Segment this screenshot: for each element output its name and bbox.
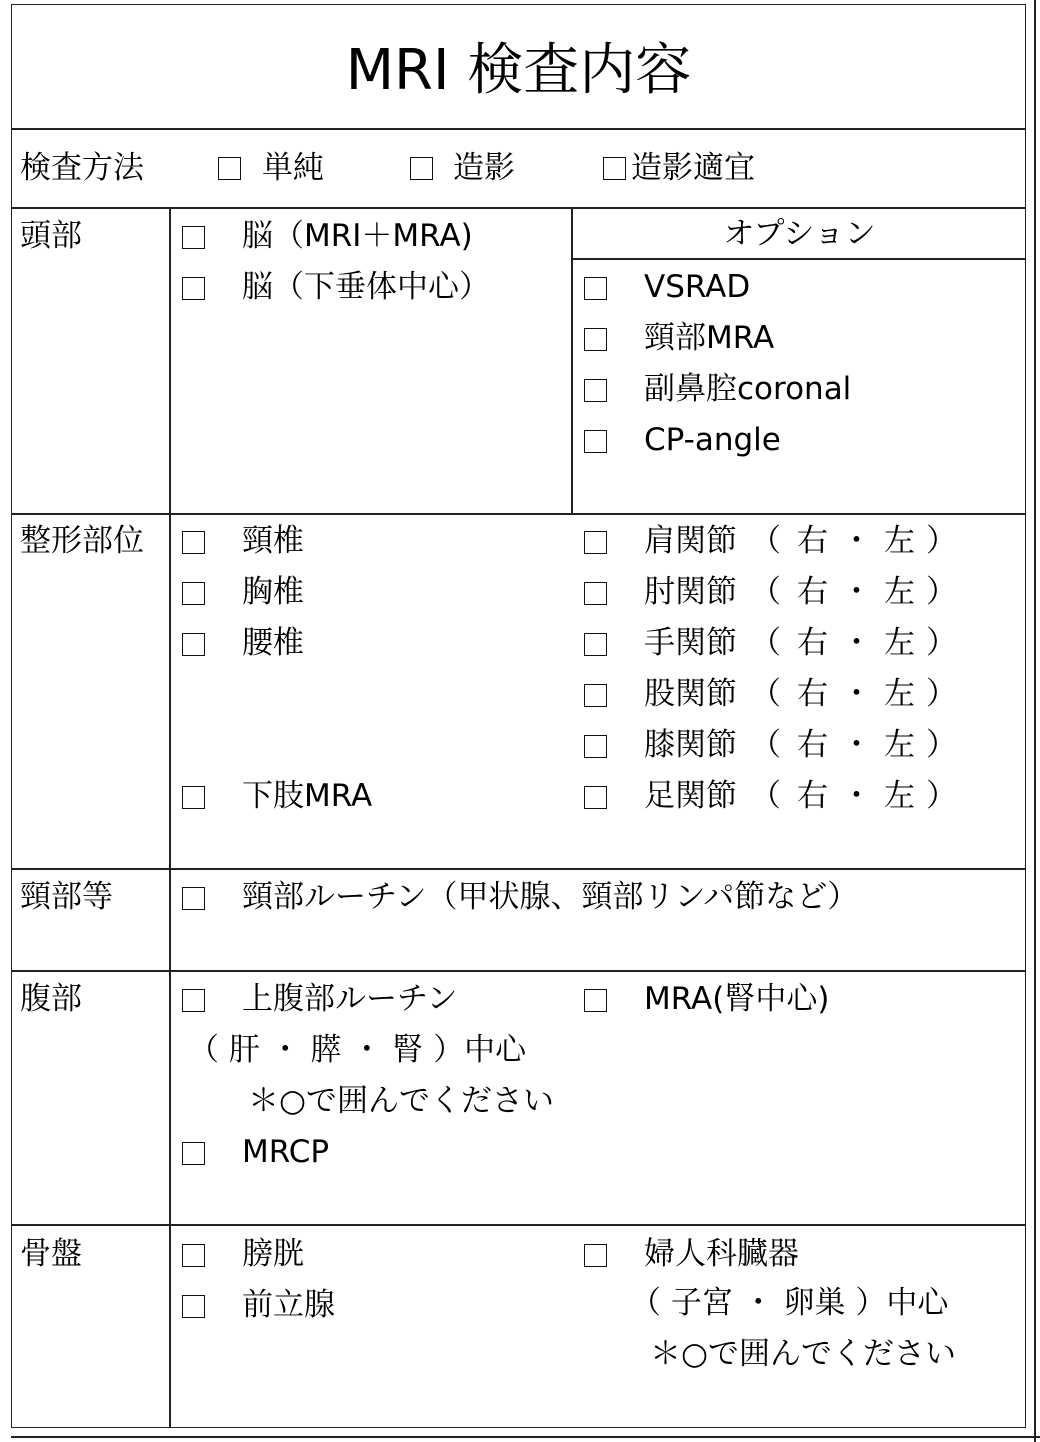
checkbox-mrcp[interactable] <box>182 1142 205 1165</box>
head-label: 頭部 <box>20 218 82 254</box>
joint-hip: 股関節 <box>644 676 737 712</box>
checkbox-contrast[interactable] <box>410 157 433 180</box>
pelvis-note: ＊○で囲んでください <box>650 1336 957 1372</box>
side-dot: ・ <box>841 676 872 712</box>
ortho-thoracic-spine: 胸椎 <box>242 574 304 610</box>
side-left[interactable]: 左 <box>884 778 915 814</box>
side-close: ） <box>926 523 957 559</box>
side-open: （ <box>750 625 781 661</box>
page-edge-right <box>1034 0 1036 1442</box>
side-open: （ <box>750 523 781 559</box>
joint-shoulder: 肩関節 <box>644 523 737 559</box>
method-option-contrast-as-needed: 造影適宜 <box>631 150 755 186</box>
side-dot: ・ <box>841 523 872 559</box>
checkbox-gynecologic[interactable] <box>584 1244 607 1267</box>
side-right[interactable]: 右 <box>797 727 828 763</box>
option-sinus-coronal: 副鼻腔coronal <box>644 371 852 407</box>
ortho-label: 整形部位 <box>20 523 144 559</box>
neck-routine: 頸部ルーチン（甲状腺、頸部リンパ節など） <box>242 879 859 915</box>
method-label: 検査方法 <box>20 150 144 186</box>
side-left[interactable]: 左 <box>884 574 915 610</box>
joint-ankle: 足関節 <box>644 778 737 814</box>
side-right[interactable]: 右 <box>797 523 828 559</box>
side-left[interactable]: 左 <box>884 523 915 559</box>
side-left[interactable]: 左 <box>884 676 915 712</box>
checkbox-plain[interactable] <box>218 157 241 180</box>
abdomen-note: ＊○で囲んでください <box>248 1083 555 1119</box>
head-item-brain-mri-mra: 脳（MRI＋MRA) <box>242 218 473 254</box>
option-vsrad: VSRAD <box>644 269 751 305</box>
checkbox-prostate[interactable] <box>182 1295 205 1318</box>
pelvis-gynecologic: 婦人科臓器 <box>644 1236 799 1272</box>
pelvis-gyn-organs: （ 子宮 ・ 卵巣 ）中心 <box>630 1285 949 1321</box>
checkbox-shoulder[interactable] <box>584 531 607 554</box>
page-title: MRI 検査内容 <box>345 38 692 103</box>
checkbox-contrast-as-needed[interactable] <box>603 157 626 180</box>
side-dot: ・ <box>841 574 872 610</box>
checkbox-upper-abdomen[interactable] <box>182 989 205 1012</box>
side-open: （ <box>750 574 781 610</box>
checkbox-bladder[interactable] <box>182 1244 205 1267</box>
checkbox-lower-limb-mra[interactable] <box>182 786 205 809</box>
checkbox-neck-mra[interactable] <box>584 328 607 351</box>
side-close: ） <box>926 574 957 610</box>
abdomen-upper-organs: （ 肝 ・ 膵 ・ 腎 ）中心 <box>188 1032 527 1068</box>
side-right[interactable]: 右 <box>797 676 828 712</box>
checkbox-brain-pituitary[interactable] <box>182 277 205 300</box>
abdomen-label: 腹部 <box>20 981 82 1017</box>
abdomen-mrcp: MRCP <box>242 1134 330 1170</box>
checkbox-vsrad[interactable] <box>584 277 607 300</box>
side-close: ） <box>926 676 957 712</box>
side-dot: ・ <box>841 778 872 814</box>
side-close: ） <box>926 625 957 661</box>
checkbox-hip[interactable] <box>584 684 607 707</box>
abdomen-renal-mra: MRA(腎中心) <box>644 981 830 1017</box>
checkbox-cp-angle[interactable] <box>584 430 607 453</box>
checkbox-sinus-coronal[interactable] <box>584 379 607 402</box>
option-neck-mra: 頸部MRA <box>644 320 775 356</box>
checkbox-brain-mri-mra[interactable] <box>182 226 205 249</box>
joint-wrist: 手関節 <box>644 625 737 661</box>
divider-ortho <box>11 868 1026 870</box>
divider-options-title <box>573 258 1026 260</box>
checkbox-knee[interactable] <box>584 735 607 758</box>
pelvis-label: 骨盤 <box>20 1236 82 1272</box>
side-open: （ <box>750 778 781 814</box>
divider-abdomen <box>11 1224 1026 1226</box>
head-item-brain-pituitary: 脳（下垂体中心） <box>242 269 490 305</box>
checkbox-ankle[interactable] <box>584 786 607 809</box>
checkbox-cervical-spine[interactable] <box>182 531 205 554</box>
divider-head <box>11 513 1026 515</box>
checkbox-neck-routine[interactable] <box>182 887 205 910</box>
ortho-lower-limb-mra: 下肢MRA <box>242 778 373 814</box>
side-right[interactable]: 右 <box>797 574 828 610</box>
option-cp-angle: CP-angle <box>644 422 781 458</box>
side-open: （ <box>750 727 781 763</box>
side-dot: ・ <box>841 727 872 763</box>
side-open: （ <box>750 676 781 712</box>
options-title: オプション <box>723 216 876 252</box>
method-option-plain: 単純 <box>262 150 324 186</box>
divider-neck <box>11 970 1026 972</box>
joint-elbow: 肘関節 <box>644 574 737 610</box>
neck-label: 頸部等 <box>20 879 113 915</box>
side-right[interactable]: 右 <box>797 625 828 661</box>
method-option-contrast: 造影 <box>453 150 515 186</box>
side-left[interactable]: 左 <box>884 727 915 763</box>
side-right[interactable]: 右 <box>797 778 828 814</box>
checkbox-renal-mra[interactable] <box>584 989 607 1012</box>
pelvis-bladder: 膀胱 <box>242 1236 304 1272</box>
checkbox-wrist[interactable] <box>584 633 607 656</box>
ortho-cervical-spine: 頸椎 <box>242 523 304 559</box>
side-left[interactable]: 左 <box>884 625 915 661</box>
pelvis-prostate: 前立腺 <box>242 1287 335 1323</box>
checkbox-thoracic-spine[interactable] <box>182 582 205 605</box>
checkbox-elbow[interactable] <box>584 582 607 605</box>
abdomen-upper-routine: 上腹部ルーチン <box>242 981 458 1017</box>
side-close: ） <box>926 727 957 763</box>
checkbox-lumbar-spine[interactable] <box>182 633 205 656</box>
column-divider-label <box>169 207 171 1428</box>
divider-title <box>11 128 1026 130</box>
joint-knee: 膝関節 <box>644 727 737 763</box>
divider-method <box>11 207 1026 209</box>
ortho-lumbar-spine: 腰椎 <box>242 625 304 661</box>
page-edge-bottom <box>11 1436 1040 1438</box>
side-close: ） <box>926 778 957 814</box>
side-dot: ・ <box>841 625 872 661</box>
